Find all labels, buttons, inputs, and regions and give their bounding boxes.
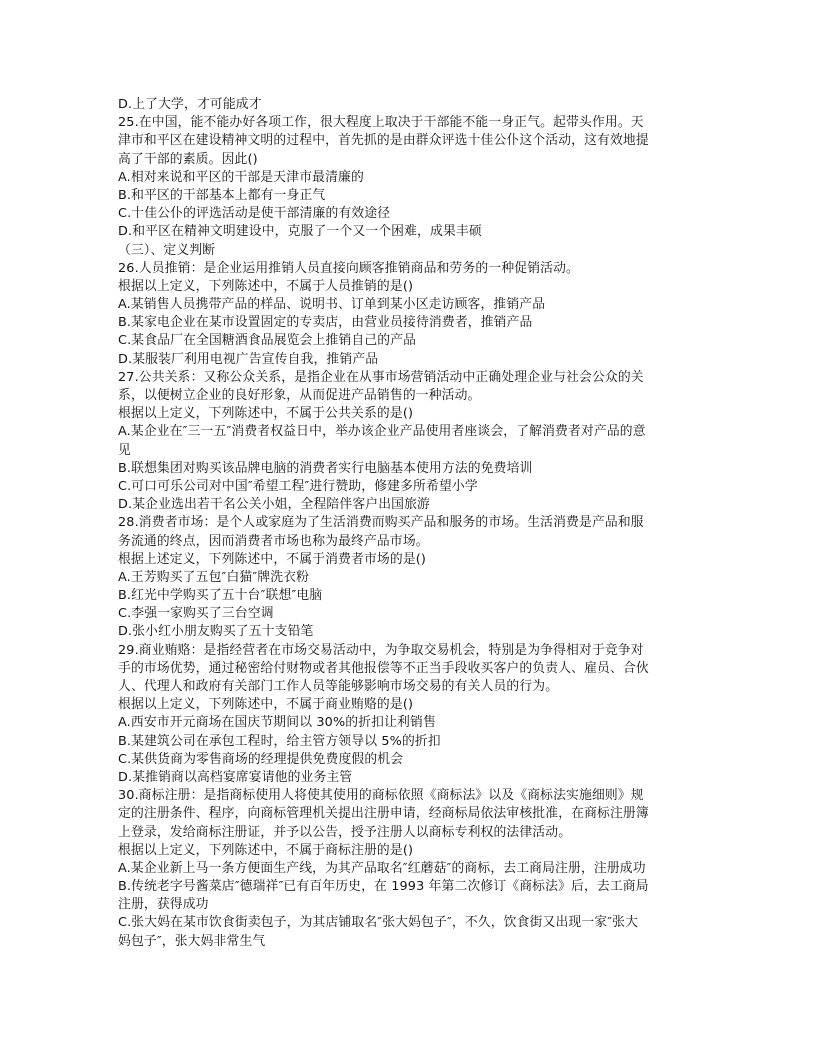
option-d-line: D.上了大学，才可能成才 [118, 97, 262, 112]
question-25-line: 津市和平区在建设精神文明的过程中，首先抓的是由群众评选十佳公仆这个活动，这有效地提 [118, 133, 649, 149]
question-30-line: 定的注册条件、程序，向商标管理机关提出注册申请，经商标局依法审核批准，在商标注册簿 [118, 806, 649, 822]
option-b-line: B.传统老字号酱菜店″德瑞祥″已有百年历史，在 1993 年第二次修订《商标法》后，去工商局 [118, 879, 649, 895]
question-30-prompt: 根据以上定义，下列陈述中，不属于商标注册的是() [118, 842, 414, 858]
option-b-line: B.某家电企业在某市设置固定的专卖店，由营业员接待消费者，推销产品 [118, 315, 533, 331]
question-26-line: 26.人员推销：是企业运用推销人员直接向顾客推销商品和劳务的一种促销活动。 [118, 260, 579, 276]
option-b-line: B.和平区的干部基本上都有一身正气 [118, 187, 326, 203]
question-27-line: 系，以便树立企业的良好形象，从而促进产品销售的一种活动。 [118, 388, 481, 403]
option-a-line: A.王芳购买了五包″白猫″牌洗衣粉 [118, 569, 310, 585]
option-a-line: A.相对来说和平区的干部是天津市最清廉的 [118, 169, 364, 185]
option-a-line: A.某企业新上马一条方便面生产线，为其产品取名″红蘑菇″的商标，去工商局注册，注册成功 [118, 860, 646, 876]
option-d-line: D.张小红小朋友购买了五十支铅笔 [118, 624, 314, 640]
option-c-line: C.十佳公仆的评选活动是使干部清廉的有效途径 [118, 206, 391, 222]
question-29-line: 手的市场优势，通过秘密给付财物或者其他报偿等不正当手段收买客户的负责人、雇员、合伙 [118, 660, 649, 676]
question-29-prompt: 根据以上定义，下列陈述中，不属于商业贿赂的是() [118, 697, 414, 713]
option-a-line: 见 [118, 442, 131, 458]
option-c-line: 妈包子″，张大妈非常生气 [118, 933, 266, 949]
option-d-line: D.和平区在精神文明建设中，克服了一个又一个困难，成果丰硕 [118, 224, 482, 240]
question-29-line: 29.商业贿赂：是指经营者在市场交易活动中，为争取交易机会，特别是为争得相对于竞争对 [118, 642, 644, 658]
question-28-prompt: 根据上述定义，下列陈述中，不属于消费者市场的是() [118, 551, 427, 567]
option-b-line: B.联想集团对购买该品牌电脑的消费者实行电脑基本使用方法的免费培训 [118, 460, 533, 476]
section-heading: （三）、定义判断 [118, 242, 216, 258]
option-a-line: A.西安市开元商场在国庆节期间以 30%的折扣让利销售 [118, 715, 436, 731]
option-c-line: C.某供货商为零售商场的经理提供免费度假的机会 [118, 751, 404, 767]
option-c-line: C.某食品厂在全国糖酒食品展览会上推销自己的产品 [118, 333, 417, 349]
option-c-line: C.李强一家购买了三台空调 [118, 606, 274, 622]
question-28-line: 务流通的终点，因而消费者市场也称为最终产品市场。 [118, 533, 429, 549]
option-d-line: D.某企业选出若干名公关小姐，全程陪伴客户出国旅游 [118, 497, 430, 513]
option-c-line: C.张大妈在某市饮食街卖包子，为其店铺取名″张大妈包子″，不久，饮食街又出现一家″张大 [118, 915, 639, 931]
question-26-prompt: 根据以上定义，下列陈述中，不属于人员推销的是() [118, 278, 414, 294]
option-d-line: D.某推销商以高档宴席宴请他的业务主管 [118, 769, 353, 785]
question-30-line: 30.商标注册：是指商标使用人将使其使用的商标依照《商标法》以及《商标法实施细则》规 [118, 788, 644, 804]
question-27-line: 27.公共关系：又称公众关系，是指企业在从事市场营销活动中正确处理企业与社会公众的关 [118, 369, 644, 385]
option-c-line: C.可口可乐公司对中国″希望工程″进行赞助，修建多所希望小学 [118, 478, 478, 494]
question-29-line: 人、代理人和政府有关部门工作人员等能够影响市场交易的有关人员的行为。 [118, 679, 559, 694]
question-30-line: 上登录，发给商标注册证，并予以公告，授予注册人以商标专利权的法律活动。 [118, 824, 572, 840]
option-b-line: B.红光中学购买了五十台″联想″电脑 [118, 588, 323, 604]
question-27-prompt: 根据以上定义，下列陈述中，不属于公共关系的是() [118, 406, 414, 422]
document-page [118, 96, 708, 951]
question-25-line: 25.在中国，能不能办好各项工作，很大程度上取决于干部能不能一身正气。起带头作用。天 [118, 115, 644, 131]
option-d-line: D.某服装厂利用电视广告宣传自我，推销产品 [118, 351, 379, 367]
option-a-line: A.某企业在″三一五″消费者权益日中，举办该企业产品使用者座谈会，了解消费者对产品的意 [118, 424, 646, 440]
option-b-line: B.某建筑公司在承包工程时，给主管方领导以 5%的折扣 [118, 733, 441, 749]
option-a-line: A.某销售人员携带产品的样品、说明书、订单到某小区走访顾客，推销产品 [118, 297, 546, 313]
question-25-line: 高了干部的素质。因此() [118, 151, 258, 167]
option-b-line: 注册，获得成功 [118, 897, 209, 913]
question-28-line: 28.消费者市场：是个人或家庭为了生活消费而购买产品和服务的市场。生活消费是产品和服 [118, 515, 644, 531]
